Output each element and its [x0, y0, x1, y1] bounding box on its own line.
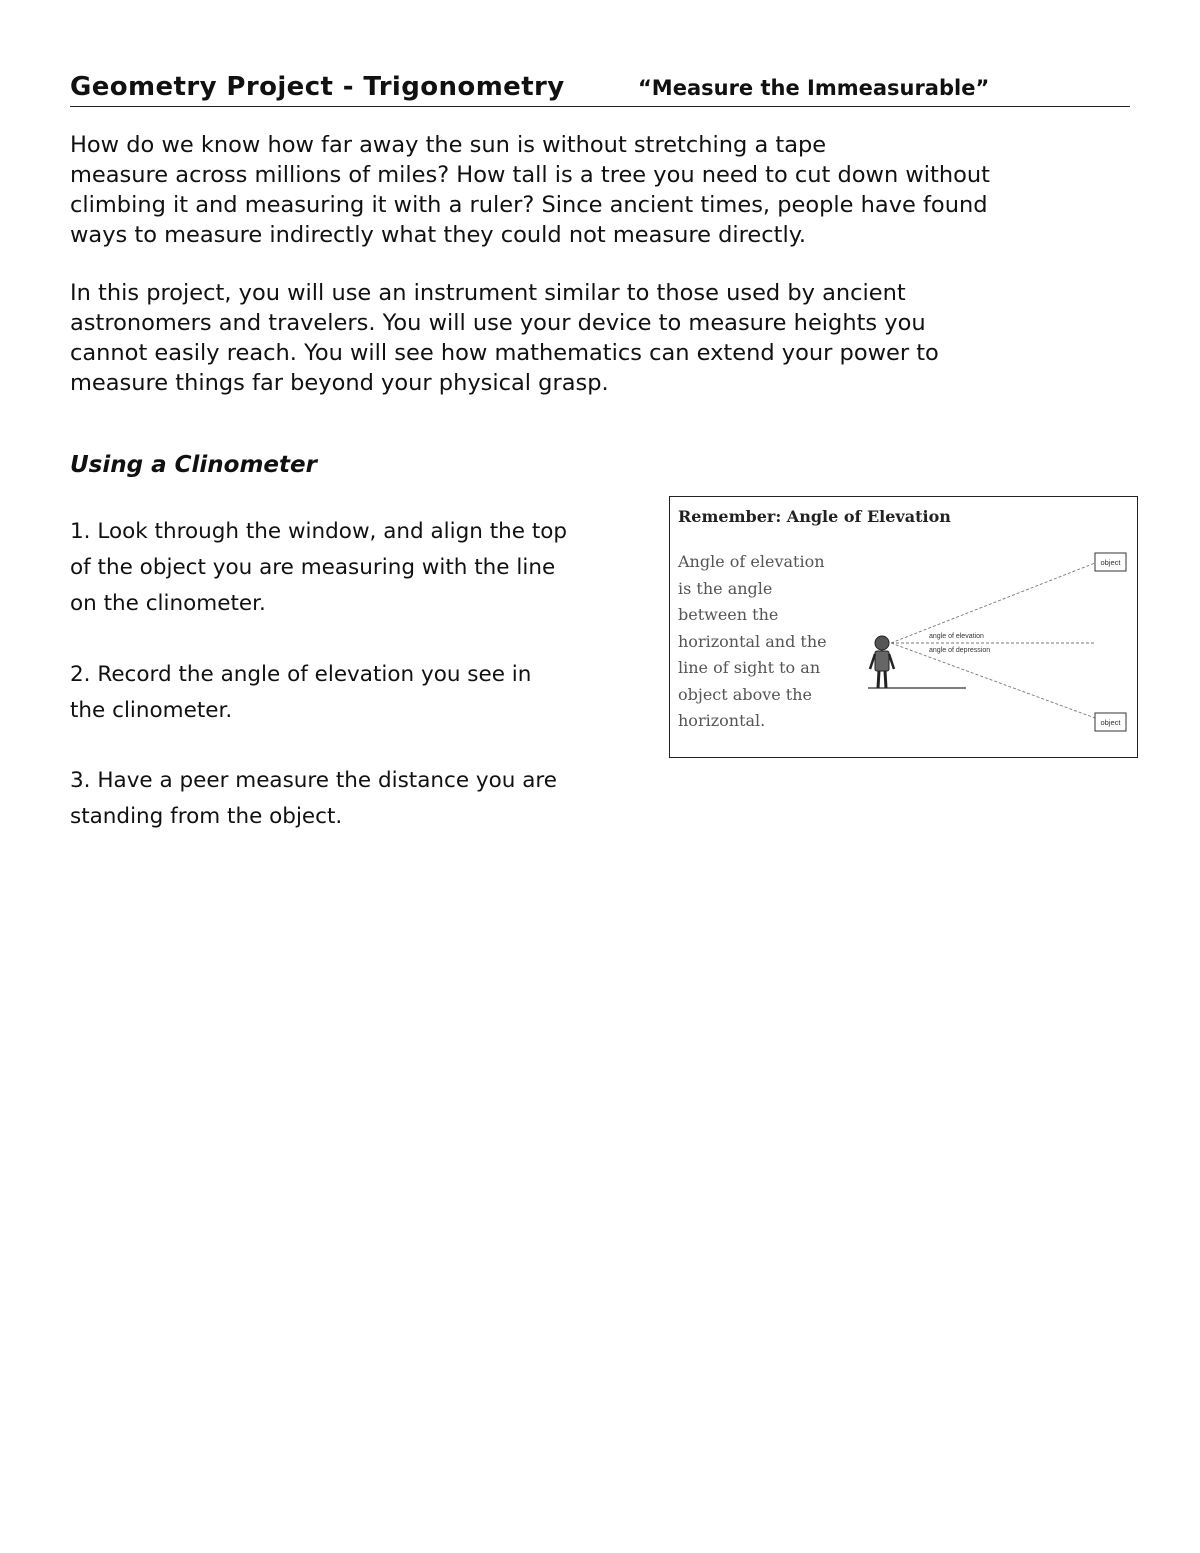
text-line: How do we know how far away the sun is without stretching a tape	[70, 132, 827, 158]
text-line: ways to measure indirectly what they could not measure directly.	[70, 222, 806, 248]
document-subtitle: “Measure the Immeasurable”	[638, 76, 990, 100]
figure-text-line: Angle of elevation	[678, 552, 825, 571]
elevation-diagram	[670, 497, 1136, 756]
text-line: measure across millions of miles? How tall is a tree you need to cut down without	[70, 162, 990, 188]
step-1	[70, 514, 630, 622]
figure-text-line: object above the	[678, 684, 812, 704]
text-line: astronomers and travelers. You will use your device to measure heights you	[70, 310, 926, 336]
angle-of-elevation-figure	[669, 496, 1138, 758]
document-header	[70, 70, 1130, 107]
step-line: 1. Look through the window, and align the top	[70, 519, 568, 544]
angle-of-elevation-label: angle of elevation	[929, 633, 984, 640]
line-of-sight-up	[891, 563, 1095, 643]
figure-text-line: between the	[678, 605, 779, 624]
line-of-sight-down	[891, 643, 1095, 718]
intro-paragraph-1	[70, 130, 1140, 250]
step-line: the clinometer.	[70, 698, 233, 723]
step-line: 3. Have a peer measure the distance you are	[70, 768, 558, 793]
text-line: cannot easily reach. You will see how mathematics can extend your power to	[70, 340, 939, 366]
step-line: standing from the object.	[70, 804, 343, 829]
figure-text-line: horizontal.	[678, 711, 766, 730]
object-label-top: object	[1100, 558, 1121, 567]
object-label-bottom: object	[1100, 718, 1121, 727]
text-line: climbing it and measuring it with a ruler? Since ancient times, people have found	[70, 192, 988, 218]
figure-text-line: line of sight to an	[678, 658, 821, 677]
intro-paragraph-2	[70, 278, 1140, 398]
step-3	[70, 763, 630, 835]
figure-text-line: is the angle	[678, 578, 773, 598]
section-heading: Using a Clinometer	[70, 452, 317, 478]
step-line: of the object you are measuring with the line	[70, 555, 556, 580]
person-icon	[870, 636, 894, 688]
angle-of-depression-label: angle of depression	[929, 647, 991, 654]
document-title: Geometry Project - Trigonometry	[70, 72, 565, 102]
figure-text-line: horizontal and the	[678, 631, 827, 651]
step-2	[70, 657, 630, 729]
figure-title: Remember: Angle of Elevation	[678, 507, 951, 526]
step-line: 2. Record the angle of elevation you see in	[70, 662, 532, 687]
text-line: In this project, you will use an instrument similar to those used by ancient	[70, 280, 906, 306]
step-line: on the clinometer.	[70, 591, 266, 616]
text-line: measure things far beyond your physical grasp.	[70, 370, 609, 396]
